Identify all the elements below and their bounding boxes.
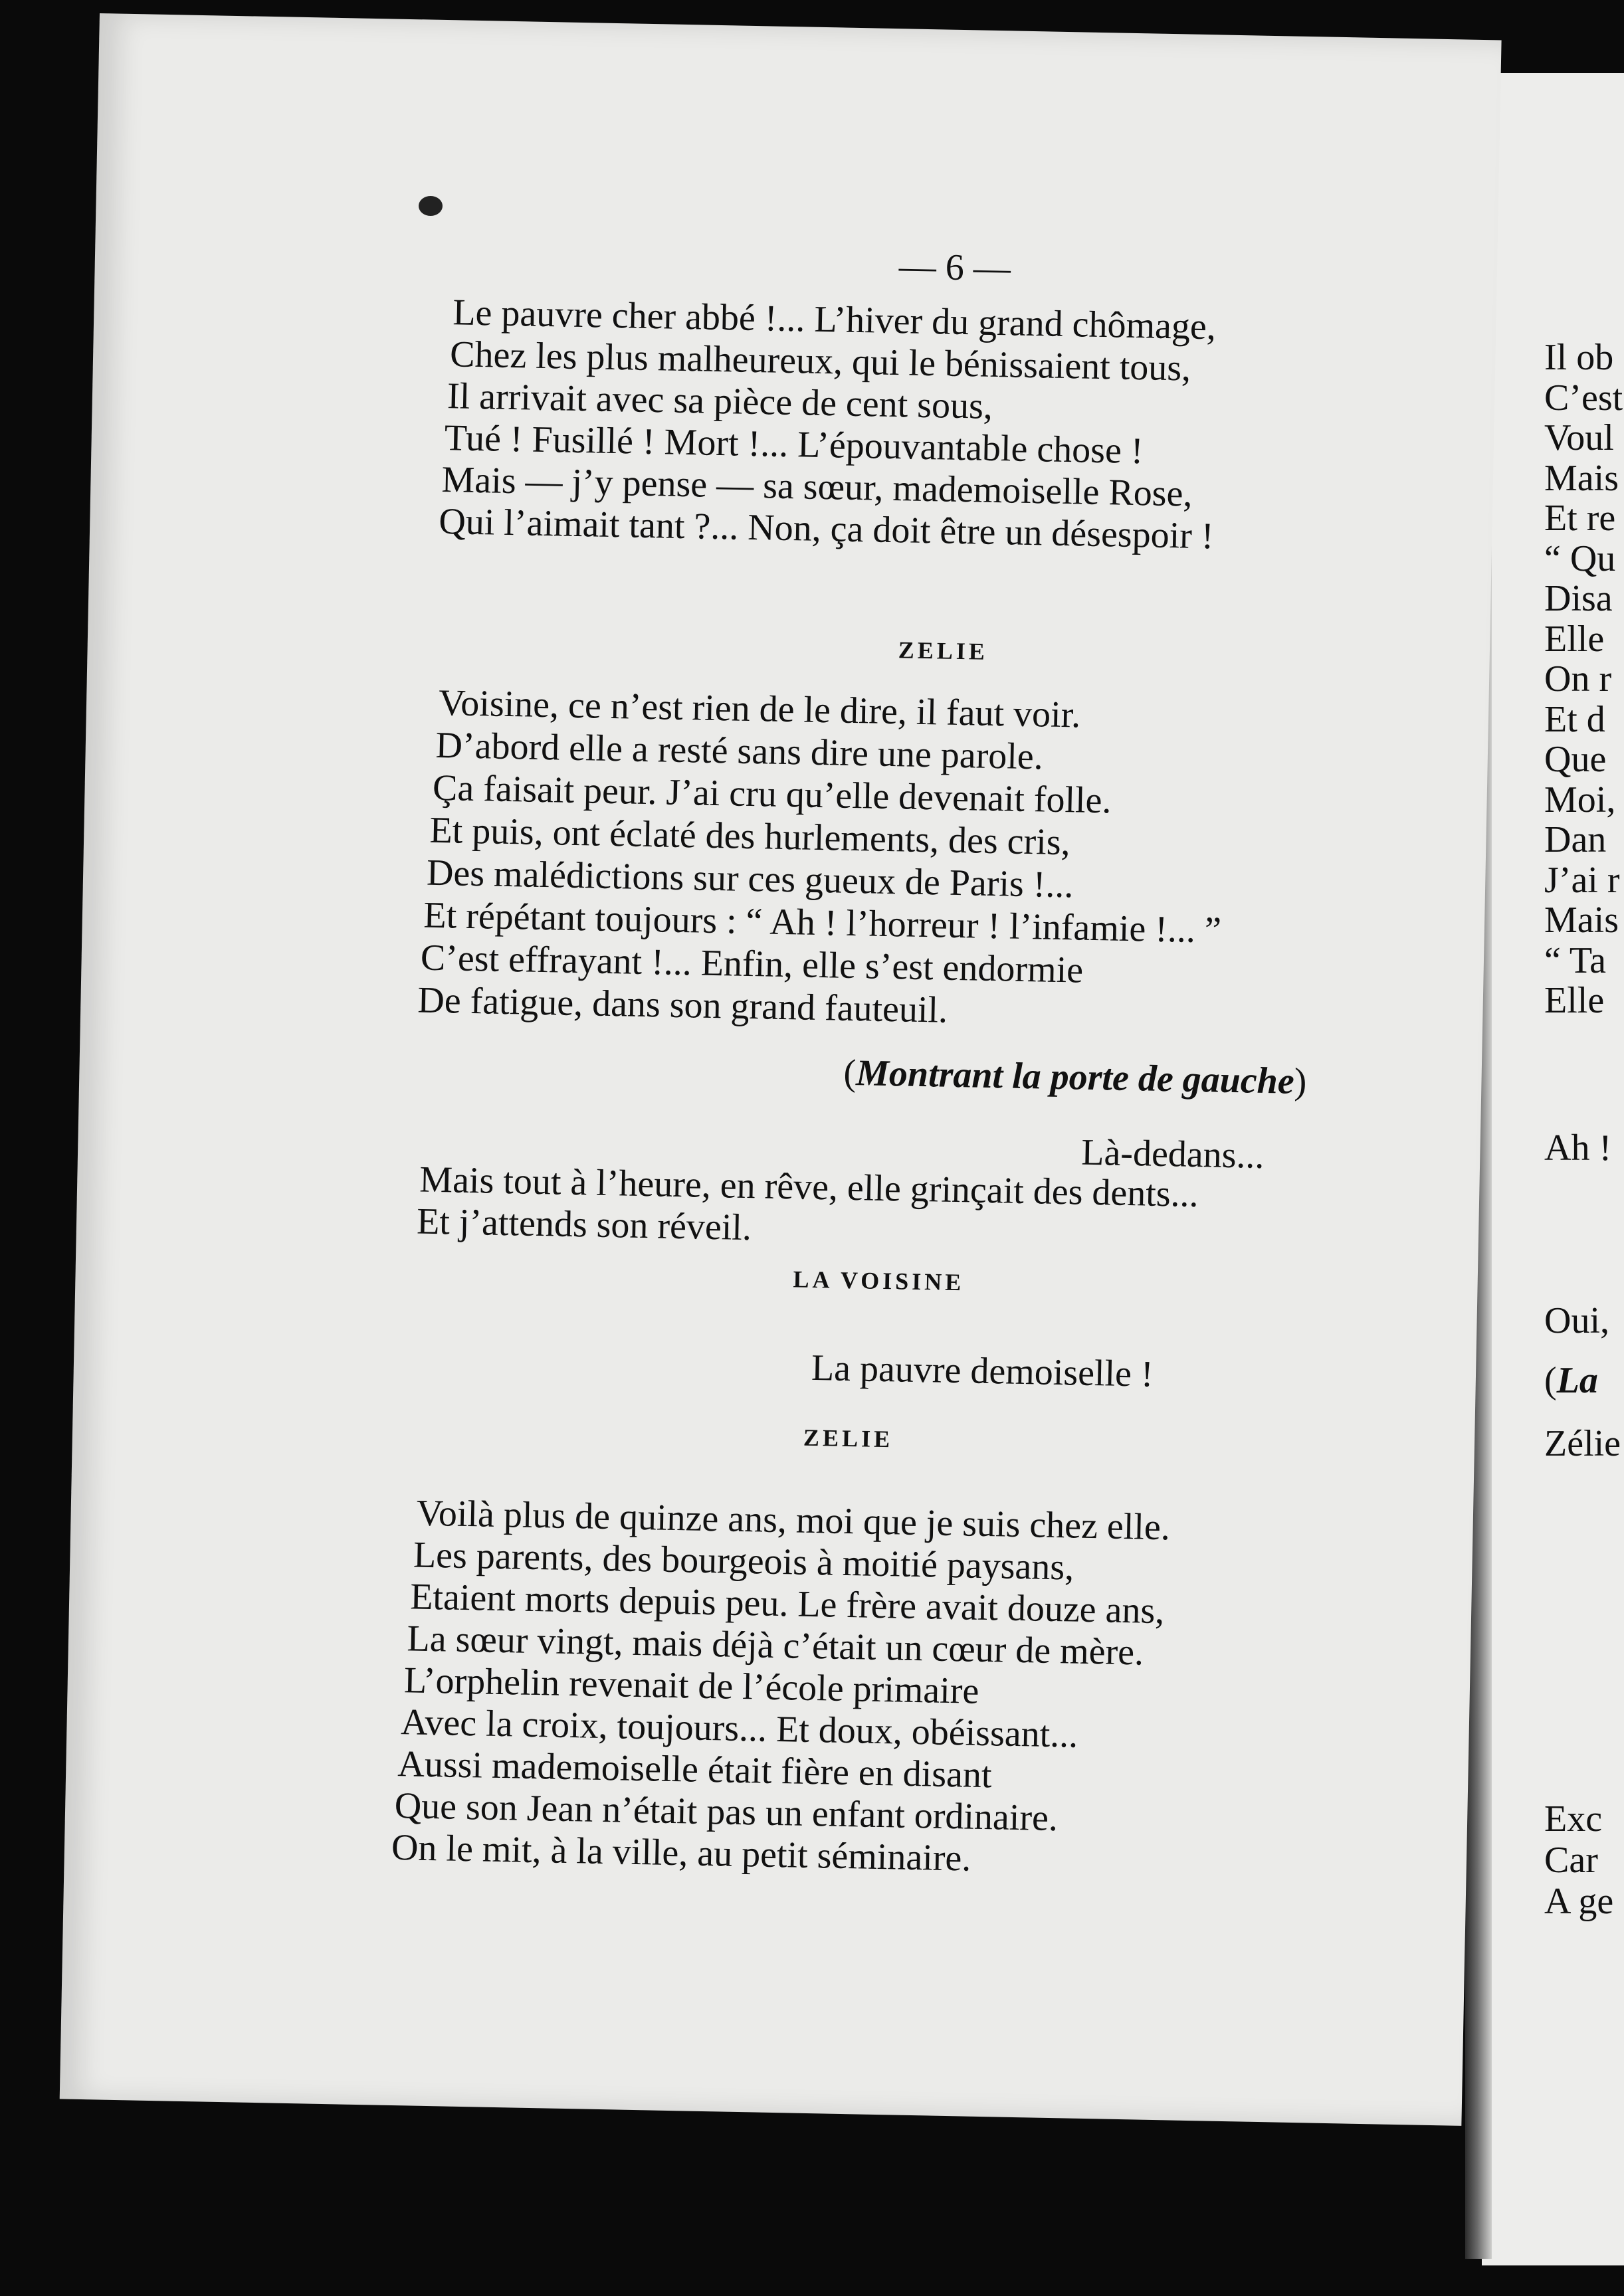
verse-block-2-line-2: D’abord elle a resté sans dire une parole. <box>435 724 1044 778</box>
verse-block-1-line-6: Qui l’aimait tant ?... Non, ça doit être un désespoir ! <box>438 500 1215 557</box>
verse-block-2-line-5: Des malédictions sur ces gueux de Paris !... <box>426 852 1074 906</box>
right-page-line-11: Que <box>1544 739 1607 780</box>
right-page-line-15: Mais <box>1544 900 1619 941</box>
right-page-line-oui: Oui, <box>1544 1300 1609 1341</box>
right-stage-text: La <box>1556 1360 1598 1401</box>
right-page-line-13: Dan <box>1544 819 1607 860</box>
verse-block-4-line-2: Les parents, des bourgeois à moitié paysans, <box>413 1534 1074 1588</box>
verse-block-4-line-1: Voilà plus de quinze ans, moi que je suis chez elle. <box>416 1492 1171 1549</box>
right-page-line-16: “ Ta <box>1544 939 1606 981</box>
right-page-stage-fragment <box>1544 1362 1598 1399</box>
right-page-line-14: J’ai r <box>1544 859 1620 901</box>
speaker-zelie-1: ZELIE <box>898 636 989 665</box>
right-page-line-2: C’est <box>1544 377 1623 419</box>
stage-paren-open: ( <box>843 1052 857 1094</box>
right-page-line-b-3: A ge <box>1544 1881 1614 1922</box>
stage-direction-text: Montrant la porte de gauche <box>855 1052 1295 1102</box>
speaker-zelie-2: ZELIE <box>803 1424 894 1453</box>
right-page-line-b-1: Exc <box>1544 1798 1603 1840</box>
right-stage-paren: ( <box>1544 1360 1557 1401</box>
verse-block-4-line-9: On le mit, à la ville, au petit séminaire. <box>391 1826 971 1879</box>
speaker-la-voisine: LA VOISINE <box>793 1266 965 1296</box>
stage-paren-close: ) <box>1294 1060 1307 1103</box>
right-page-line-8: Elle <box>1544 618 1605 660</box>
right-page-line-7: Disa <box>1544 578 1613 619</box>
verse-block-4-line-5: L’orphelin revenait de l’école primaire <box>403 1660 979 1712</box>
right-page-line-12: Moi, <box>1544 779 1616 820</box>
verse-block-1-line-2: Chez les plus malheureux, qui le bénissaient tous, <box>449 334 1191 389</box>
right-page-line-9: On r <box>1544 658 1612 700</box>
verse-block-4-line-6: Avec la croix, toujours... Et doux, obéissant... <box>400 1701 1078 1756</box>
right-page-line-5: Et re <box>1544 498 1616 539</box>
verse-block-2-line-8: De fatigue, dans son grand fauteuil. <box>417 979 948 1031</box>
left-page <box>60 13 1502 2126</box>
verse-block-1-line-3: Il arrivait avec sa pièce de cent sous, <box>447 375 993 427</box>
verse-block-4-line-4: La sœur vingt, mais déjà c’était un cœur de mère. <box>407 1618 1144 1674</box>
verse-block-2-line-6: Et répétant toujours : “ Ah ! l’horreur ! l’infamie !... ” <box>423 894 1222 951</box>
right-page-line-6: “ Qu <box>1544 537 1616 579</box>
verse-la-dedans: Là-dedans... <box>1080 1131 1265 1177</box>
verse-block-2-line-4: Et puis, ont éclaté des hurlements, des cris, <box>429 809 1071 864</box>
verse-block-2-line-7: C’est effrayant !... Enfin, elle s’est endormie <box>420 937 1084 991</box>
right-page-line-b-2: Car <box>1544 1840 1598 1881</box>
verse-block-3-line-2: Et j’attends son réveil. <box>416 1200 752 1249</box>
verse-block-2-line-1: Voisine, ce n’est rien de le dire, il faut voir. <box>438 682 1081 736</box>
verse-block-4-line-7: Aussi mademoiselle était fière en disant <box>397 1743 993 1796</box>
left-page-text <box>60 13 1502 2126</box>
right-page-line-zelie: Zélie <box>1544 1423 1621 1464</box>
right-page-line-1: Il ob <box>1544 337 1614 378</box>
ink-speck <box>419 196 443 216</box>
verse-block-3-line-1: Mais tout à l’heure, en rêve, elle grinçait des dents... <box>419 1159 1199 1216</box>
stage-direction <box>843 1052 1307 1103</box>
right-page <box>1482 73 1624 2265</box>
verse-block-1 <box>100 13 1502 557</box>
verse-block-4-line-3: Etaient morts depuis peu. Le frère avait douze ans, <box>409 1576 1165 1632</box>
verse-block-1-line-1: Le pauvre cher abbé !... L’hiver du grand chômage, <box>452 292 1217 348</box>
right-page-line-4: Mais <box>1544 457 1619 499</box>
right-page-line-10: Et d <box>1544 698 1605 740</box>
page-number: — 6 — <box>898 246 1011 290</box>
right-page-line-3: Voul <box>1544 417 1614 458</box>
verse-block-1-line-5: Mais — j’y pense — sa sœur, mademoiselle Rose, <box>441 459 1193 515</box>
right-page-line-17: Elle <box>1544 980 1605 1021</box>
verse-block-4-line-8: Que son Jean n’était pas un enfant ordinaire. <box>394 1785 1059 1840</box>
right-page-line-ah: Ah ! <box>1544 1127 1612 1169</box>
verse-voisine: La pauvre demoiselle ! <box>811 1347 1154 1395</box>
verse-block-1-line-4: Tué ! Fusillé ! Mort !... L’épouvantable chose ! <box>444 417 1144 472</box>
verse-block-2-line-3: Ça faisait peur. J’ai cru qu’elle devenait folle. <box>432 767 1112 822</box>
